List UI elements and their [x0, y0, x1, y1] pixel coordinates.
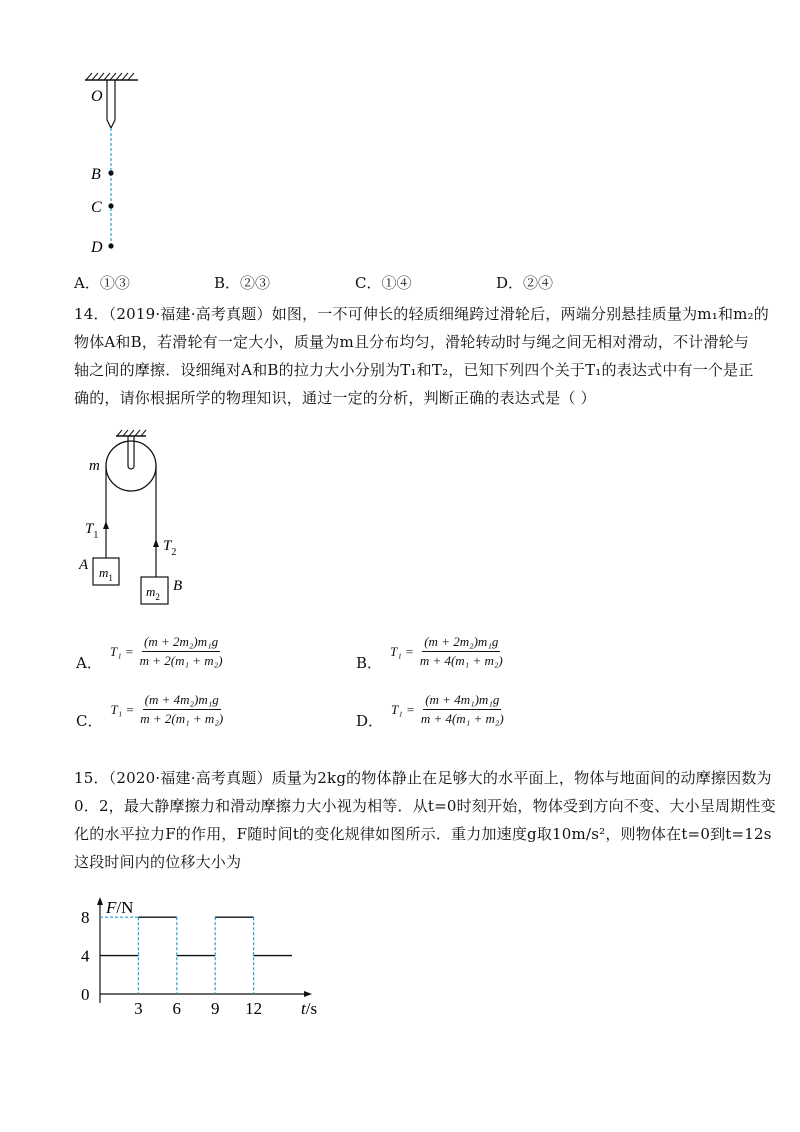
- y-tick-label: 0: [81, 985, 90, 1004]
- y-axis-arrow: [97, 897, 103, 905]
- formula-lhs: T₁ =: [110, 701, 135, 717]
- option-formula: [110, 692, 225, 727]
- option-letter: A．: [76, 654, 102, 672]
- formula-lhs: T₁ =: [109, 643, 134, 659]
- formula-denominator: m + 4(m₁ + m₂): [420, 711, 504, 726]
- q13-option-d[interactable]: [496, 272, 553, 293]
- q15-force-time-chart: [70, 895, 340, 1020]
- formula-lhs: T₁ =: [391, 701, 415, 717]
- label-D: D: [91, 239, 103, 256]
- option-letter: B．: [214, 274, 241, 292]
- option-text: ②③: [240, 274, 271, 292]
- formula-numerator: (m + 2m₂)m₁g: [142, 634, 220, 652]
- option-letter: D．: [496, 274, 524, 292]
- label-B: B: [91, 166, 101, 183]
- q15-line-2: 0．2，最大静摩擦力和滑动摩擦力大小视为相等．从t=0时刻开始，物体受到方向不变、大小呈周期性变: [74, 797, 776, 815]
- mass-m1-label: $m_1$: [99, 565, 113, 583]
- q14-option-b[interactable]: [356, 630, 505, 673]
- option-letter: B．: [356, 654, 383, 672]
- formula-numerator: (m + 4m₂)m₁g: [143, 692, 221, 710]
- option-letter: A．: [74, 274, 100, 292]
- object-a-label: A: [79, 557, 89, 573]
- q13-option-b[interactable]: [214, 272, 270, 293]
- option-letter: C．: [76, 712, 103, 730]
- option-letter: C．: [355, 274, 382, 292]
- x-tick-label: 3: [134, 999, 143, 1018]
- y-axis-label: F/N: [106, 898, 134, 917]
- q14-option-a[interactable]: [76, 630, 225, 673]
- x-axis-arrow: [304, 991, 312, 997]
- q14-line-4: 确的，请你根据所学的物理知识，通过一定的分析，判断正确的表达式是（ ）: [74, 389, 596, 407]
- tension-t1-label: $T_1$: [85, 521, 99, 541]
- q14-line-3: 轴之间的摩擦．设细绳对A和B的拉力大小分别为T₁和T₂，已知下列四个关于T₁的表达式中有一个是正: [74, 361, 754, 379]
- option-text: ①③: [99, 274, 130, 292]
- q15-line-1: 15．（2020·福建·高考真题）质量为2kg的物体静止在足够大的水平面上，物体与地面间的动摩擦因数为: [74, 769, 772, 787]
- mass-m2-label: $m_2$: [146, 584, 160, 602]
- q13-diagram: [70, 70, 150, 260]
- pulley-mass-label: m: [89, 458, 100, 474]
- formula-numerator: (m + 2m₂)m₁g: [422, 634, 500, 652]
- formula-lhs: T₁ =: [390, 643, 414, 659]
- object-b-label: B: [173, 578, 183, 594]
- option-text: ①④: [381, 274, 412, 292]
- q14-question-text: [74, 300, 769, 412]
- formula-denominator: m + 2(m₁ + m₂): [140, 711, 224, 726]
- formula-numerator: (m + 4m₁)m₁g: [423, 692, 501, 710]
- q13-option-c[interactable]: [355, 272, 412, 293]
- x-tick-label: 12: [245, 999, 263, 1018]
- formula-denominator: m + 2(m₁ + m₂): [139, 653, 223, 668]
- option-formula: [390, 634, 505, 669]
- x-axis-label: t/s: [301, 999, 318, 1018]
- x-tick-label: 9: [210, 999, 220, 1018]
- x-tick-label: 6: [172, 999, 182, 1018]
- option-formula: [110, 634, 225, 669]
- q14-option-c[interactable]: [76, 688, 225, 731]
- option-letter: D．: [356, 712, 384, 730]
- q15-line-3: 化的水平拉力F的作用，F随时间t的变化规律如图所示．重力加速度g取10m/s²，则物体在t=0到t=12s: [74, 825, 772, 843]
- q15-line-4: 这段时间内的位移大小为: [74, 853, 242, 871]
- q14-pulley-diagram: [78, 426, 198, 606]
- y-tick-label: 4: [81, 946, 90, 966]
- tension-t2-label: $T_2$: [163, 538, 177, 558]
- q13-option-a[interactable]: [74, 272, 130, 293]
- label-O: O: [91, 88, 103, 105]
- formula-denominator: m + 4(m₁ + m₂): [419, 653, 503, 668]
- q14-option-d[interactable]: [356, 688, 506, 731]
- y-tick-label: 8: [81, 908, 90, 928]
- option-text: ②④: [523, 274, 554, 292]
- q14-line-1: 14．（2019·福建·高考真题）如图，一不可伸长的轻质细绳跨过滑轮后，两端分别悬挂质量为m₁和m₂的: [74, 305, 769, 323]
- q14-line-2: 物体A和B，若滑轮有一定大小，质量为m且分布均匀，滑轮转动时与绳之间无相对滑动，不计滑轮与: [74, 333, 750, 351]
- option-formula: [391, 692, 506, 727]
- q15-question-text: [74, 764, 776, 876]
- label-C: C: [91, 199, 102, 216]
